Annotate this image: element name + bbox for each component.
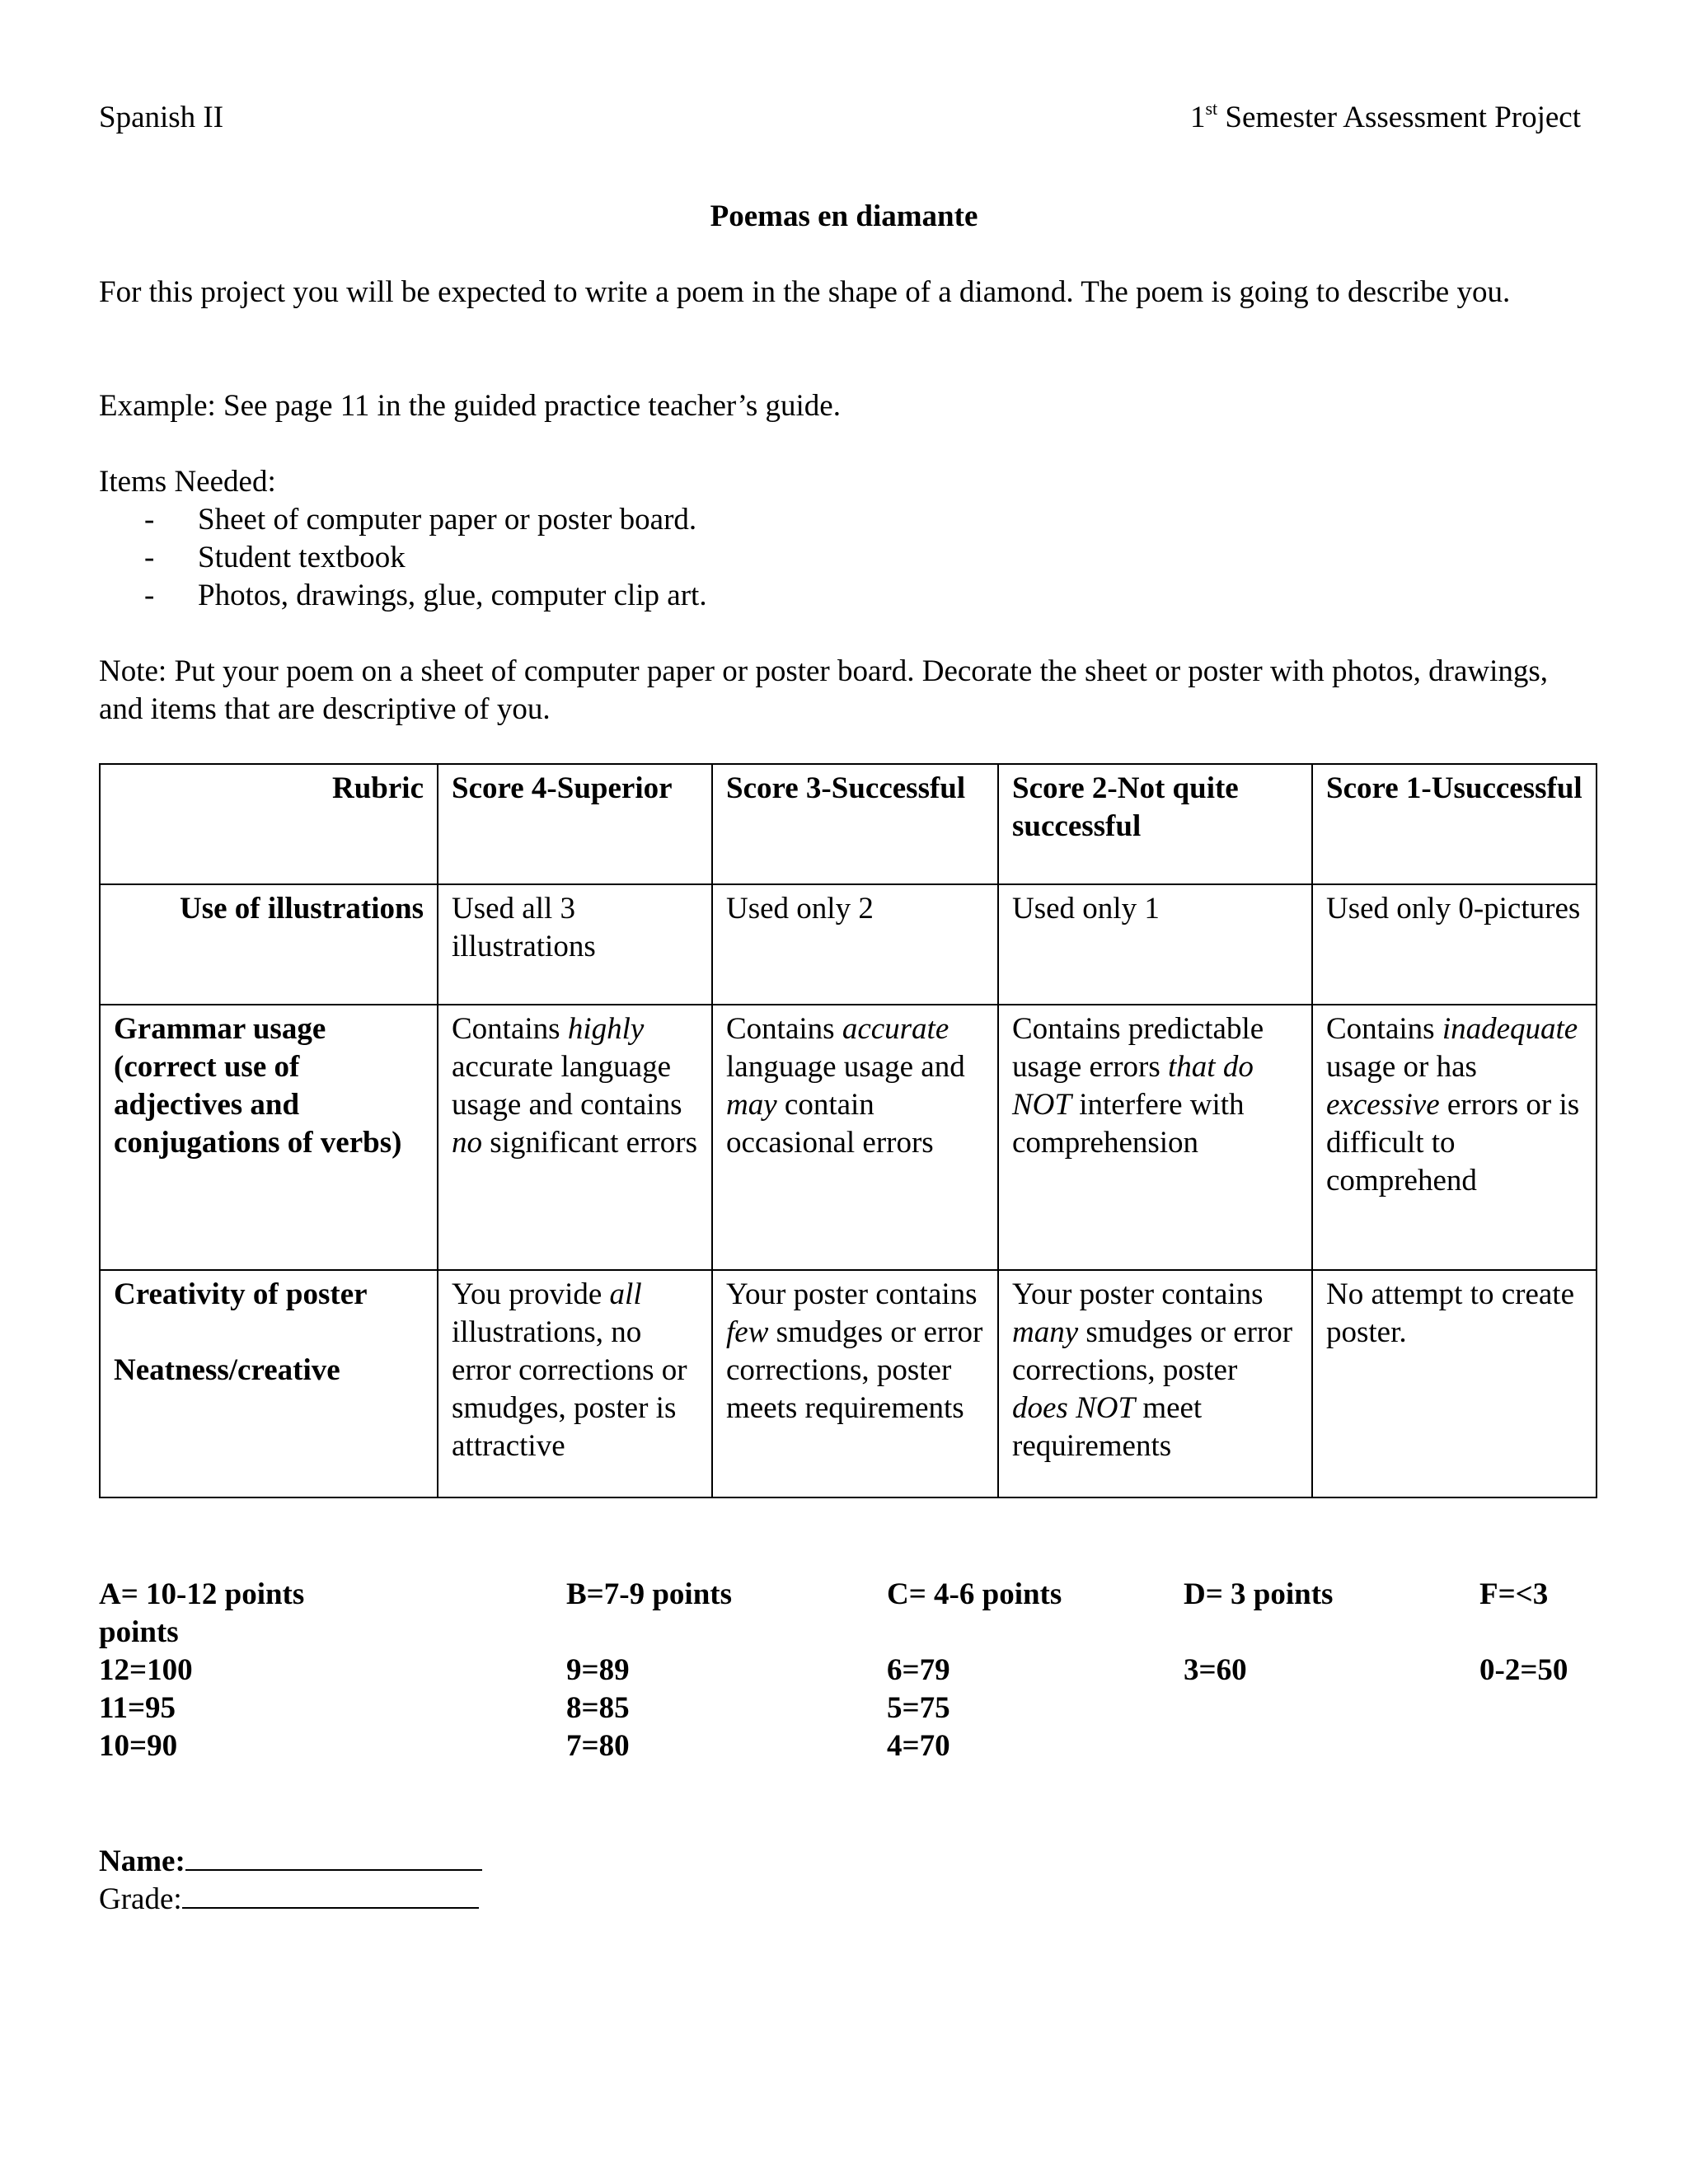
grade-row: 3=60 — [1184, 1653, 1247, 1687]
grade-column-f — [1479, 1576, 1568, 1690]
rubric-row-creativity — [100, 1270, 1597, 1497]
name-blank-line[interactable] — [185, 1841, 482, 1871]
grade-column-d — [1184, 1576, 1333, 1690]
page-title: Poemas en diamante — [710, 199, 978, 233]
items-list — [144, 501, 707, 615]
grade-heading: A= 10-12 points — [99, 1577, 305, 1611]
grade-row: 10=90 — [99, 1729, 178, 1763]
name-field[interactable] — [99, 1841, 482, 1881]
grade-heading: C= 4-6 points — [887, 1577, 1062, 1611]
criterion-label: Use of illustrations — [100, 884, 438, 1005]
grade-row: 11=95 — [99, 1691, 176, 1725]
rubric-cell: Your poster contains few smudges or error corrections, poster meets requirements — [712, 1270, 998, 1497]
grade-column-c — [887, 1576, 1062, 1765]
grade-column-a — [99, 1576, 304, 1765]
rubric-header-cell: Score 1-Usuccessful — [1312, 764, 1597, 884]
grade-heading: F=<3 — [1479, 1577, 1549, 1611]
project-title-header — [1190, 99, 1581, 137]
intro-paragraph: For this project you will be expected to write a poem in the shape of a diamond. The poem is going to describe you. — [99, 275, 1511, 309]
rubric-header-cell: Score 4-Superior — [438, 764, 712, 884]
course-name: Spanish II — [99, 101, 224, 134]
grade-column-b — [566, 1576, 732, 1765]
list-dash: - — [144, 541, 155, 574]
grade-row: 5=75 — [887, 1691, 950, 1725]
rubric-header-row — [100, 764, 1597, 884]
list-item: - Photos, drawings, glue, computer clip art. — [144, 577, 707, 615]
grade-row: 9=89 — [566, 1653, 630, 1687]
ordinal-suffix: st — [1205, 97, 1218, 119]
ordinal-number: 1 — [1189, 101, 1206, 134]
rubric-cell: Used only 0-pictures — [1312, 884, 1597, 1005]
rubric-header-cell: Rubric — [100, 764, 438, 884]
rubric-cell: Used all 3 illustrations — [438, 884, 712, 1005]
list-dash: - — [144, 503, 155, 537]
grade-label: Grade: — [99, 1882, 182, 1916]
rubric-cell: No attempt to create poster. — [1312, 1270, 1597, 1497]
grade-subheading: points — [99, 1615, 179, 1649]
list-item: - Sheet of computer paper or poster board. — [144, 501, 707, 539]
name-label: Name: — [99, 1844, 185, 1878]
example-paragraph: Example: See page 11 in the guided practice teacher’s guide. — [99, 389, 841, 423]
grade-row: 8=85 — [566, 1691, 630, 1725]
list-dash: - — [144, 579, 155, 612]
criterion-label: Grammar usage (correct use of adjectives and conjugations of verbs) — [100, 1005, 438, 1270]
project-title-rest: Semester Assessment Project — [1217, 101, 1581, 134]
rubric-cell: Used only 1 — [998, 884, 1312, 1005]
rubric-row-grammar — [100, 1005, 1597, 1270]
items-heading: Items Needed: — [99, 465, 276, 499]
rubric-cell: Contains highly accurate language usage and contains no significant errors — [438, 1005, 712, 1270]
grade-row: 4=70 — [887, 1729, 950, 1763]
rubric-cell: Used only 2 — [712, 884, 998, 1005]
list-item: - Student textbook — [144, 539, 707, 577]
rubric-table — [99, 763, 1597, 1498]
rubric-cell: Contains inadequate usage or has excessive errors or is difficult to comprehend — [1312, 1005, 1597, 1270]
rubric-cell: Contains accurate language usage and may contain occasional errors — [712, 1005, 998, 1270]
rubric-header-cell: Score 2-Not quite successful — [998, 764, 1312, 884]
grade-blank-line[interactable] — [182, 1879, 479, 1909]
note-paragraph: Note: Put your poem on a sheet of computer paper or poster board. Decorate the sheet or poster with photos, drawings, and items that are descriptive of you. — [99, 654, 1549, 726]
grade-row: 12=100 — [99, 1653, 193, 1687]
rubric-row-illustrations — [100, 884, 1597, 1005]
grade-row: 0-2=50 — [1479, 1653, 1568, 1687]
grade-heading: B=7-9 points — [566, 1577, 732, 1611]
rubric-cell: Your poster contains many smudges or error corrections, poster does NOT meet requirements — [998, 1270, 1312, 1497]
grade-heading: D= 3 points — [1184, 1577, 1334, 1611]
rubric-header-cell: Score 3-Successful — [712, 764, 998, 884]
grade-field[interactable] — [99, 1879, 479, 1919]
rubric-cell: Contains predictable usage errors that do NOT interfere with comprehension — [998, 1005, 1312, 1270]
criterion-label: Creativity of poster Neatness/creative — [100, 1270, 438, 1497]
rubric-cell: You provide all illustrations, no error corrections or smudges, poster is attractive — [438, 1270, 712, 1497]
grade-row: 7=80 — [566, 1729, 630, 1763]
grade-row: 6=79 — [887, 1653, 950, 1687]
